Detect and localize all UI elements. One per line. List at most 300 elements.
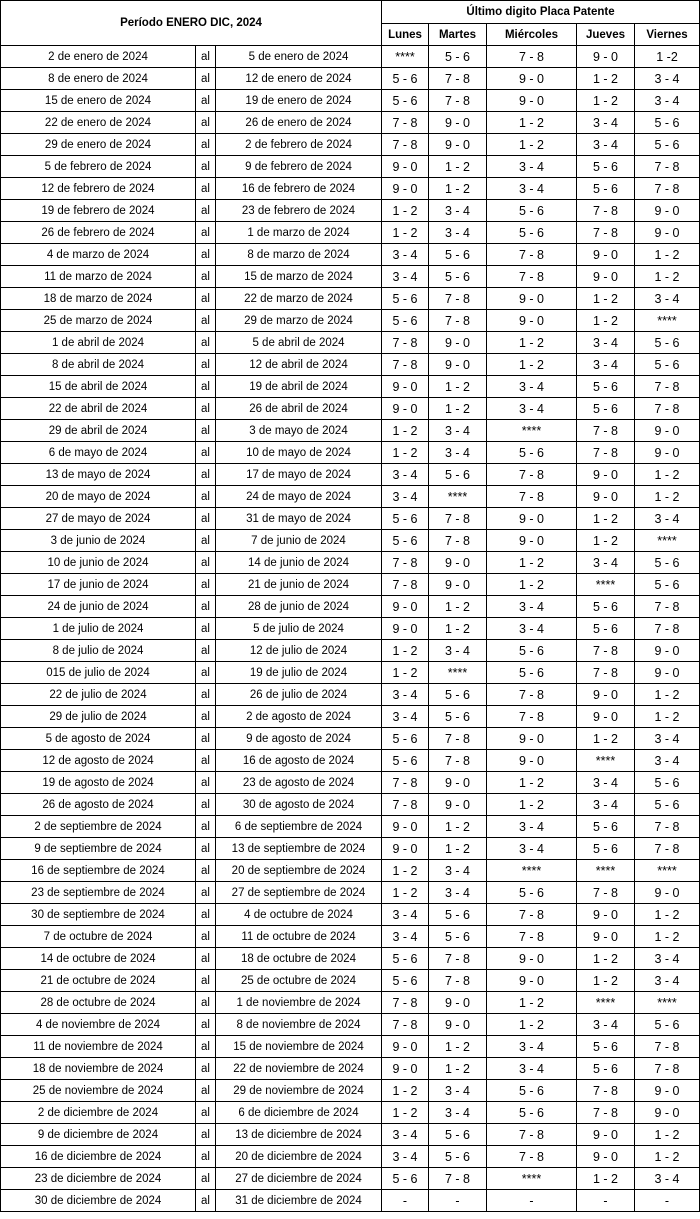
digits-miercoles-cell: 3 - 4 [487, 376, 577, 398]
digits-martes-cell: 3 - 4 [429, 860, 487, 882]
digits-martes-cell: 1 - 2 [429, 1036, 487, 1058]
period-end-cell: 8 de marzo de 2024 [216, 244, 382, 266]
digits-viernes-cell: **** [635, 992, 700, 1014]
period-end-cell: 6 de septiembre de 2024 [216, 816, 382, 838]
digits-lunes-cell: 1 - 2 [382, 860, 429, 882]
table-row [1, 398, 700, 420]
digits-viernes-cell: 9 - 0 [635, 442, 700, 464]
digits-miercoles-cell: 5 - 6 [487, 222, 577, 244]
table-row [1, 552, 700, 574]
digits-miercoles-cell: 3 - 4 [487, 178, 577, 200]
digits-miercoles-cell: 7 - 8 [487, 46, 577, 68]
range-separator-cell: al [196, 530, 216, 552]
digits-viernes-cell: 9 - 0 [635, 200, 700, 222]
digits-lunes-cell: 5 - 6 [382, 750, 429, 772]
table-row [1, 112, 700, 134]
digits-martes-cell: 1 - 2 [429, 816, 487, 838]
digits-martes-cell: 7 - 8 [429, 970, 487, 992]
range-separator-cell: al [196, 266, 216, 288]
digits-lunes-cell: 5 - 6 [382, 68, 429, 90]
period-start-cell: 19 de febrero de 2024 [1, 200, 196, 222]
digits-miercoles-cell: 1 - 2 [487, 794, 577, 816]
digits-lunes-cell: 9 - 0 [382, 398, 429, 420]
range-separator-cell: al [196, 1080, 216, 1102]
digits-martes-cell: 7 - 8 [429, 68, 487, 90]
digits-martes-cell: 9 - 0 [429, 772, 487, 794]
digits-jueves-cell: - [577, 1190, 635, 1212]
digits-martes-cell: 9 - 0 [429, 794, 487, 816]
digits-viernes-cell: 5 - 6 [635, 794, 700, 816]
range-separator-cell: al [196, 68, 216, 90]
digits-jueves-cell: **** [577, 860, 635, 882]
digits-miercoles-cell: **** [487, 860, 577, 882]
table-row [1, 596, 700, 618]
digits-viernes-cell: 7 - 8 [635, 618, 700, 640]
period-end-cell: 31 de mayo de 2024 [216, 508, 382, 530]
table-row [1, 46, 700, 68]
digits-viernes-cell: 9 - 0 [635, 222, 700, 244]
range-separator-cell: al [196, 134, 216, 156]
digits-viernes-cell: 1 - 2 [635, 464, 700, 486]
digits-lunes-cell: 1 - 2 [382, 420, 429, 442]
digits-viernes-cell: 3 - 4 [635, 728, 700, 750]
range-separator-cell: al [196, 464, 216, 486]
period-end-cell: 31 de diciembre de 2024 [216, 1190, 382, 1212]
digits-viernes-cell: 1 - 2 [635, 684, 700, 706]
range-separator-cell: al [196, 992, 216, 1014]
digits-lunes-cell: 7 - 8 [382, 552, 429, 574]
plate-digit-header: Último digito Placa Patente [382, 1, 700, 24]
period-start-cell: 16 de diciembre de 2024 [1, 1146, 196, 1168]
range-separator-cell: al [196, 508, 216, 530]
digits-jueves-cell: 9 - 0 [577, 486, 635, 508]
digits-martes-cell: 3 - 4 [429, 640, 487, 662]
digits-martes-cell: 1 - 2 [429, 596, 487, 618]
digits-martes-cell: 5 - 6 [429, 464, 487, 486]
digits-martes-cell: 1 - 2 [429, 618, 487, 640]
digits-martes-cell: 3 - 4 [429, 1102, 487, 1124]
digits-jueves-cell: 1 - 2 [577, 728, 635, 750]
digits-lunes-cell: 7 - 8 [382, 992, 429, 1014]
digits-jueves-cell: 7 - 8 [577, 442, 635, 464]
digits-martes-cell: 7 - 8 [429, 1168, 487, 1190]
period-start-cell: 30 de septiembre de 2024 [1, 904, 196, 926]
digits-viernes-cell: 1 -2 [635, 46, 700, 68]
period-start-cell: 2 de enero de 2024 [1, 46, 196, 68]
period-start-cell: 3 de junio de 2024 [1, 530, 196, 552]
digits-viernes-cell: 7 - 8 [635, 596, 700, 618]
digits-miercoles-cell: 9 - 0 [487, 288, 577, 310]
digits-miercoles-cell: 3 - 4 [487, 1058, 577, 1080]
digits-jueves-cell: 1 - 2 [577, 90, 635, 112]
period-start-cell: 2 de septiembre de 2024 [1, 816, 196, 838]
range-separator-cell: al [196, 200, 216, 222]
digits-jueves-cell: 7 - 8 [577, 200, 635, 222]
digits-viernes-cell: 3 - 4 [635, 68, 700, 90]
digits-lunes-cell: 3 - 4 [382, 486, 429, 508]
digits-martes-cell: 1 - 2 [429, 1058, 487, 1080]
period-start-cell: 5 de agosto de 2024 [1, 728, 196, 750]
digits-lunes-cell: 3 - 4 [382, 926, 429, 948]
digits-martes-cell: - [429, 1190, 487, 1212]
digits-miercoles-cell: 1 - 2 [487, 992, 577, 1014]
day-header-jueves: Jueves [577, 24, 635, 46]
period-start-cell: 29 de julio de 2024 [1, 706, 196, 728]
table-row [1, 420, 700, 442]
digits-lunes-cell: 5 - 6 [382, 90, 429, 112]
digits-martes-cell: 5 - 6 [429, 904, 487, 926]
digits-miercoles-cell: 3 - 4 [487, 838, 577, 860]
digits-lunes-cell: 9 - 0 [382, 376, 429, 398]
digits-lunes-cell: - [382, 1190, 429, 1212]
table-row [1, 68, 700, 90]
digits-miercoles-cell: 1 - 2 [487, 574, 577, 596]
digits-miercoles-cell: 3 - 4 [487, 156, 577, 178]
digits-viernes-cell: 5 - 6 [635, 134, 700, 156]
day-header-viernes: Viernes [635, 24, 700, 46]
range-separator-cell: al [196, 640, 216, 662]
period-end-cell: 9 de agosto de 2024 [216, 728, 382, 750]
period-start-cell: 29 de abril de 2024 [1, 420, 196, 442]
digits-lunes-cell: 9 - 0 [382, 618, 429, 640]
table-row [1, 794, 700, 816]
period-end-cell: 1 de marzo de 2024 [216, 222, 382, 244]
range-separator-cell: al [196, 46, 216, 68]
period-end-cell: 20 de diciembre de 2024 [216, 1146, 382, 1168]
digits-jueves-cell: 3 - 4 [577, 1014, 635, 1036]
digits-martes-cell: 7 - 8 [429, 288, 487, 310]
digits-viernes-cell: 9 - 0 [635, 1080, 700, 1102]
digits-lunes-cell: 1 - 2 [382, 222, 429, 244]
digits-jueves-cell: 7 - 8 [577, 1102, 635, 1124]
digits-jueves-cell: 7 - 8 [577, 420, 635, 442]
period-end-cell: 9 de febrero de 2024 [216, 156, 382, 178]
period-start-cell: 21 de octubre de 2024 [1, 970, 196, 992]
range-separator-cell: al [196, 222, 216, 244]
digits-martes-cell: 1 - 2 [429, 398, 487, 420]
period-start-cell: 11 de noviembre de 2024 [1, 1036, 196, 1058]
period-end-cell: 28 de junio de 2024 [216, 596, 382, 618]
digits-martes-cell: 5 - 6 [429, 266, 487, 288]
period-end-cell: 22 de marzo de 2024 [216, 288, 382, 310]
period-start-cell: 30 de diciembre de 2024 [1, 1190, 196, 1212]
digits-miercoles-cell: 1 - 2 [487, 332, 577, 354]
digits-jueves-cell: 1 - 2 [577, 288, 635, 310]
period-end-cell: 6 de diciembre de 2024 [216, 1102, 382, 1124]
digits-jueves-cell: 5 - 6 [577, 376, 635, 398]
digits-viernes-cell: 9 - 0 [635, 640, 700, 662]
period-start-cell: 18 de marzo de 2024 [1, 288, 196, 310]
range-separator-cell: al [196, 310, 216, 332]
range-separator-cell: al [196, 486, 216, 508]
digits-viernes-cell: 1 - 2 [635, 266, 700, 288]
digits-martes-cell: 7 - 8 [429, 728, 487, 750]
range-separator-cell: al [196, 706, 216, 728]
table-row [1, 618, 700, 640]
digits-miercoles-cell: 7 - 8 [487, 1146, 577, 1168]
period-start-cell: 16 de septiembre de 2024 [1, 860, 196, 882]
range-separator-cell: al [196, 420, 216, 442]
digits-martes-cell: 3 - 4 [429, 882, 487, 904]
period-end-cell: 8 de noviembre de 2024 [216, 1014, 382, 1036]
digits-lunes-cell: 3 - 4 [382, 684, 429, 706]
digits-martes-cell: 9 - 0 [429, 574, 487, 596]
period-end-cell: 10 de mayo de 2024 [216, 442, 382, 464]
period-start-cell: 1 de abril de 2024 [1, 332, 196, 354]
digits-miercoles-cell: 3 - 4 [487, 618, 577, 640]
range-separator-cell: al [196, 684, 216, 706]
period-end-cell: 30 de agosto de 2024 [216, 794, 382, 816]
period-start-cell: 13 de mayo de 2024 [1, 464, 196, 486]
digits-miercoles-cell: 1 - 2 [487, 354, 577, 376]
digits-lunes-cell: 7 - 8 [382, 772, 429, 794]
period-start-cell: 17 de junio de 2024 [1, 574, 196, 596]
digits-lunes-cell: 9 - 0 [382, 596, 429, 618]
digits-martes-cell: 9 - 0 [429, 1014, 487, 1036]
table-row [1, 728, 700, 750]
digits-miercoles-cell: 7 - 8 [487, 266, 577, 288]
range-separator-cell: al [196, 662, 216, 684]
period-end-cell: 19 de julio de 2024 [216, 662, 382, 684]
digits-lunes-cell: 5 - 6 [382, 948, 429, 970]
digits-miercoles-cell: 3 - 4 [487, 596, 577, 618]
table-row [1, 904, 700, 926]
digits-miercoles-cell: 3 - 4 [487, 1036, 577, 1058]
range-separator-cell: al [196, 618, 216, 640]
range-separator-cell: al [196, 442, 216, 464]
digits-lunes-cell: 7 - 8 [382, 112, 429, 134]
period-end-cell: 11 de octubre de 2024 [216, 926, 382, 948]
digits-lunes-cell: 3 - 4 [382, 464, 429, 486]
period-end-cell: 15 de marzo de 2024 [216, 266, 382, 288]
table-row [1, 948, 700, 970]
range-separator-cell: al [196, 1102, 216, 1124]
digits-viernes-cell: **** [635, 860, 700, 882]
digits-lunes-cell: 3 - 4 [382, 266, 429, 288]
period-end-cell: 2 de febrero de 2024 [216, 134, 382, 156]
digits-martes-cell: 5 - 6 [429, 1146, 487, 1168]
digits-jueves-cell: **** [577, 750, 635, 772]
digits-miercoles-cell: 9 - 0 [487, 948, 577, 970]
digits-viernes-cell: 1 - 2 [635, 1124, 700, 1146]
digits-jueves-cell: 9 - 0 [577, 464, 635, 486]
range-separator-cell: al [196, 112, 216, 134]
digits-lunes-cell: 5 - 6 [382, 288, 429, 310]
period-end-cell: 3 de mayo de 2024 [216, 420, 382, 442]
digits-miercoles-cell: 7 - 8 [487, 244, 577, 266]
digits-viernes-cell: 9 - 0 [635, 662, 700, 684]
digits-lunes-cell: 7 - 8 [382, 354, 429, 376]
digits-martes-cell: 5 - 6 [429, 244, 487, 266]
period-end-cell: 20 de septiembre de 2024 [216, 860, 382, 882]
period-start-cell: 4 de marzo de 2024 [1, 244, 196, 266]
range-separator-cell: al [196, 1014, 216, 1036]
period-start-cell: 22 de abril de 2024 [1, 398, 196, 420]
digits-jueves-cell: 5 - 6 [577, 1058, 635, 1080]
period-start-cell: 8 de abril de 2024 [1, 354, 196, 376]
day-header-miercoles: Miércoles [487, 24, 577, 46]
period-end-cell: 18 de octubre de 2024 [216, 948, 382, 970]
digits-jueves-cell: 1 - 2 [577, 948, 635, 970]
period-end-cell: 5 de enero de 2024 [216, 46, 382, 68]
digits-miercoles-cell: 9 - 0 [487, 970, 577, 992]
range-separator-cell: al [196, 156, 216, 178]
digits-jueves-cell: 3 - 4 [577, 772, 635, 794]
digits-lunes-cell: **** [382, 46, 429, 68]
digits-lunes-cell: 9 - 0 [382, 816, 429, 838]
digits-lunes-cell: 5 - 6 [382, 530, 429, 552]
digits-viernes-cell: 7 - 8 [635, 376, 700, 398]
digits-jueves-cell: 1 - 2 [577, 310, 635, 332]
range-separator-cell: al [196, 376, 216, 398]
range-separator-cell: al [196, 1058, 216, 1080]
digits-jueves-cell: 3 - 4 [577, 794, 635, 816]
period-end-cell: 24 de mayo de 2024 [216, 486, 382, 508]
digits-miercoles-cell: 7 - 8 [487, 706, 577, 728]
period-start-cell: 23 de septiembre de 2024 [1, 882, 196, 904]
digits-lunes-cell: 5 - 6 [382, 1168, 429, 1190]
period-start-cell: 26 de agosto de 2024 [1, 794, 196, 816]
digits-viernes-cell: 5 - 6 [635, 552, 700, 574]
table-row [1, 464, 700, 486]
table-header [1, 1, 700, 46]
period-end-cell: 16 de febrero de 2024 [216, 178, 382, 200]
period-start-cell: 15 de enero de 2024 [1, 90, 196, 112]
table-row [1, 1124, 700, 1146]
digits-lunes-cell: 7 - 8 [382, 794, 429, 816]
period-end-cell: 23 de febrero de 2024 [216, 200, 382, 222]
digits-jueves-cell: 5 - 6 [577, 816, 635, 838]
digits-miercoles-cell: 7 - 8 [487, 1124, 577, 1146]
digits-martes-cell: 5 - 6 [429, 46, 487, 68]
digits-jueves-cell: 5 - 6 [577, 618, 635, 640]
digits-martes-cell: 9 - 0 [429, 354, 487, 376]
digits-viernes-cell: 5 - 6 [635, 772, 700, 794]
table-row [1, 442, 700, 464]
range-separator-cell: al [196, 926, 216, 948]
period-end-cell: 15 de noviembre de 2024 [216, 1036, 382, 1058]
period-end-cell: 5 de julio de 2024 [216, 618, 382, 640]
period-start-cell: 11 de marzo de 2024 [1, 266, 196, 288]
digits-miercoles-cell: 9 - 0 [487, 68, 577, 90]
digits-martes-cell: 1 - 2 [429, 156, 487, 178]
table-body [1, 46, 700, 1212]
period-start-cell: 8 de enero de 2024 [1, 68, 196, 90]
digits-viernes-cell: 7 - 8 [635, 816, 700, 838]
period-start-cell: 10 de junio de 2024 [1, 552, 196, 574]
digits-martes-cell: 9 - 0 [429, 552, 487, 574]
table-row [1, 178, 700, 200]
range-separator-cell: al [196, 882, 216, 904]
period-start-cell: 24 de junio de 2024 [1, 596, 196, 618]
range-separator-cell: al [196, 948, 216, 970]
period-end-cell: 19 de enero de 2024 [216, 90, 382, 112]
range-separator-cell: al [196, 728, 216, 750]
range-separator-cell: al [196, 354, 216, 376]
digits-martes-cell: **** [429, 662, 487, 684]
digits-jueves-cell: 9 - 0 [577, 1124, 635, 1146]
range-separator-cell: al [196, 750, 216, 772]
range-separator-cell: al [196, 1036, 216, 1058]
period-end-cell: 17 de mayo de 2024 [216, 464, 382, 486]
range-separator-cell: al [196, 772, 216, 794]
digits-lunes-cell: 7 - 8 [382, 1014, 429, 1036]
digits-jueves-cell: 9 - 0 [577, 926, 635, 948]
digits-jueves-cell: 5 - 6 [577, 1036, 635, 1058]
digits-jueves-cell: 7 - 8 [577, 1080, 635, 1102]
table-row [1, 1036, 700, 1058]
period-end-cell: 26 de abril de 2024 [216, 398, 382, 420]
digits-miercoles-cell: 9 - 0 [487, 310, 577, 332]
period-end-cell: 12 de abril de 2024 [216, 354, 382, 376]
digits-lunes-cell: 9 - 0 [382, 838, 429, 860]
digits-viernes-cell: 1 - 2 [635, 1146, 700, 1168]
digits-miercoles-cell: 3 - 4 [487, 816, 577, 838]
digits-martes-cell: 5 - 6 [429, 706, 487, 728]
period-start-cell: 12 de febrero de 2024 [1, 178, 196, 200]
period-start-cell: 8 de julio de 2024 [1, 640, 196, 662]
digits-jueves-cell: 3 - 4 [577, 552, 635, 574]
period-start-cell: 29 de enero de 2024 [1, 134, 196, 156]
digits-viernes-cell: 7 - 8 [635, 838, 700, 860]
digits-miercoles-cell: 5 - 6 [487, 882, 577, 904]
table-row [1, 1058, 700, 1080]
table-row [1, 1190, 700, 1212]
range-separator-cell: al [196, 816, 216, 838]
digits-jueves-cell: 9 - 0 [577, 266, 635, 288]
table-row [1, 134, 700, 156]
digits-viernes-cell: 7 - 8 [635, 178, 700, 200]
digits-martes-cell: 3 - 4 [429, 442, 487, 464]
digits-martes-cell: 9 - 0 [429, 332, 487, 354]
period-end-cell: 23 de agosto de 2024 [216, 772, 382, 794]
digits-jueves-cell: 5 - 6 [577, 398, 635, 420]
period-start-cell: 12 de agosto de 2024 [1, 750, 196, 772]
period-end-cell: 16 de agosto de 2024 [216, 750, 382, 772]
digits-lunes-cell: 1 - 2 [382, 1080, 429, 1102]
table-row [1, 530, 700, 552]
period-end-cell: 19 de abril de 2024 [216, 376, 382, 398]
digits-martes-cell: 1 - 2 [429, 838, 487, 860]
table-row [1, 244, 700, 266]
digits-lunes-cell: 3 - 4 [382, 706, 429, 728]
digits-jueves-cell: 5 - 6 [577, 596, 635, 618]
digits-lunes-cell: 3 - 4 [382, 904, 429, 926]
digits-miercoles-cell: 5 - 6 [487, 640, 577, 662]
digits-viernes-cell: 1 - 2 [635, 706, 700, 728]
digits-viernes-cell: 9 - 0 [635, 1102, 700, 1124]
digits-martes-cell: 1 - 2 [429, 178, 487, 200]
digits-miercoles-cell: 5 - 6 [487, 1102, 577, 1124]
period-start-cell: 28 de octubre de 2024 [1, 992, 196, 1014]
table-row [1, 750, 700, 772]
digits-lunes-cell: 9 - 0 [382, 156, 429, 178]
digits-lunes-cell: 7 - 8 [382, 134, 429, 156]
table-row [1, 882, 700, 904]
period-end-cell: 21 de junio de 2024 [216, 574, 382, 596]
period-end-cell: 2 de agosto de 2024 [216, 706, 382, 728]
digits-lunes-cell: 1 - 2 [382, 640, 429, 662]
digits-jueves-cell: 3 - 4 [577, 112, 635, 134]
digits-martes-cell: 3 - 4 [429, 1080, 487, 1102]
digits-viernes-cell: 3 - 4 [635, 970, 700, 992]
digits-jueves-cell: 5 - 6 [577, 838, 635, 860]
digits-miercoles-cell: 9 - 0 [487, 728, 577, 750]
period-start-cell: 26 de febrero de 2024 [1, 222, 196, 244]
range-separator-cell: al [196, 596, 216, 618]
table-row [1, 662, 700, 684]
digits-jueves-cell: 5 - 6 [577, 156, 635, 178]
